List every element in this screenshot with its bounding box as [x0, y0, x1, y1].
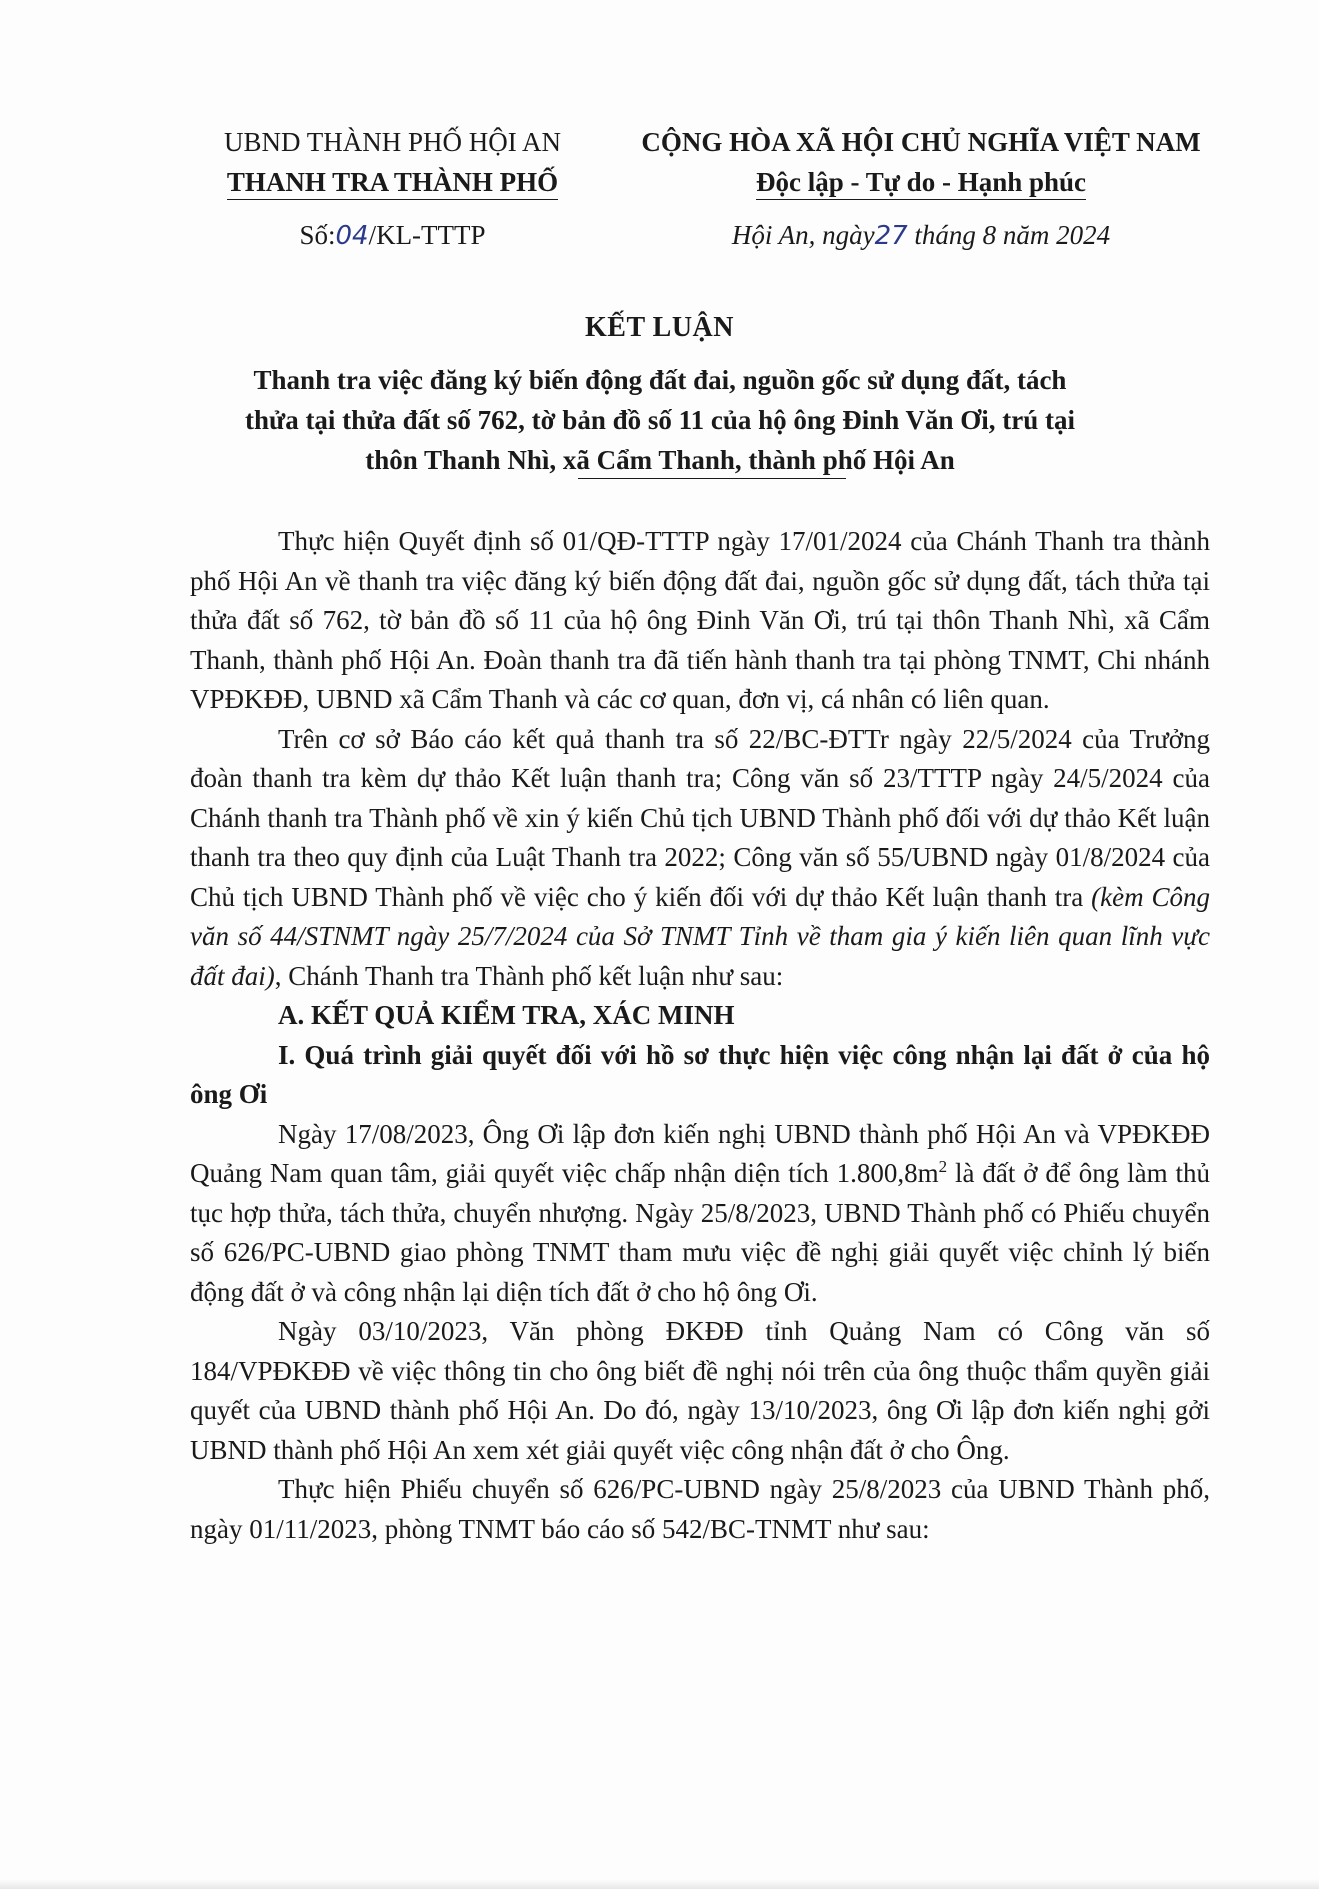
square-meter-superscript: 2 — [938, 1157, 948, 1176]
subtitle-line-3: thôn Thanh Nhì, xã Cẩm Thanh, thành phố Hội An — [365, 445, 955, 475]
scan-edge-shadow — [0, 1879, 1319, 1889]
issuing-authority: UBND THÀNH PHỐ HỘI AN — [223, 127, 561, 157]
doc-no-suffix: /KL-TTTP — [368, 220, 486, 250]
doc-no-prefix: Số: — [299, 220, 336, 250]
subtitle-line-1: Thanh tra việc đăng ký biến động đất đai, nguồn gốc sử dụng đất, tách — [253, 365, 1067, 395]
motto — [606, 162, 1236, 202]
section-a-heading: A. KẾT QUẢ KIỂM TRA, XÁC MINH — [278, 1000, 735, 1030]
document-title: KẾT LUẬN — [585, 312, 734, 343]
paragraph-petition — [190, 1115, 1210, 1313]
date-day-handwritten: 27 — [874, 221, 908, 251]
paragraph-office-response: Ngày 03/10/2023, Văn phòng ĐKĐĐ tỉnh Quảng Nam có Công văn số 184/VPĐKĐĐ về việc thông tin cho ông biết đề nghị nói trên của ông thuộc thẩm quyền giải quyết của UBND thành phố Hội An. Do đó, ngày 13/10/2023, ông Ơi lập đơn kiến nghị gởi UBND thành phố Hội An xem xét giải quyết việc công nhận đất ở cho Ông. — [190, 1316, 1210, 1465]
paragraph-basis-text-a: Trên cơ sở Báo cáo kết quả thanh tra số 22/BC-ĐTTr ngày 22/5/2024 của Trưởng đoàn thanh tra kèm dự thảo Kết luận thanh tra; Công văn số 23/TTTP ngày 24/5/2024 của Chánh thanh tra Thành phố về xin ý kiến Chủ tịch UBND Thành phố đối với dự thảo Kết luận thanh tra theo quy định của Luật Thanh tra 2022; Công văn số 55/UBND ngày 01/8/2024 của Chủ tịch UBND Thành phố về việc cho ý kiến đối với dự thảo Kết luận thanh tra — [190, 723, 1210, 912]
issuing-department-text: THANH TRA THÀNH PHỐ — [227, 165, 558, 200]
document-date — [606, 220, 1236, 251]
date-prefix: Hội An, ngày — [731, 220, 875, 250]
paragraph-petition-text-b: là đất ở để ông làm thủ tục hợp thửa, tách thửa, chuyển nhượng. Ngày 25/8/2023, UBND Thành phố có Phiếu chuyển số 626/PC-UBND giao phòng TNMT tham mưu việc đề nghị giải quyết việc chỉnh lý biến động đất ở và công nhận lại diện tích đất ở cho hộ ông Ơi. — [190, 1158, 1210, 1307]
paragraph-decision: Thực hiện Quyết định số 01/QĐ-TTTP ngày 17/01/2024 của Chánh Thanh tra thành phố Hội An về thanh tra việc đăng ký biến động đất đai, nguồn gốc sử dụng đất, tách thửa tại thửa đất số 762, tờ bản đồ số 11 của hộ ông Đinh Văn Ơi, trú tại thôn Thanh Nhì, xã Cẩm Thanh, thành phố Hội An. Đoàn thanh tra đã tiến hành thanh tra tại phòng TNMT, Chi nhánh VPĐKĐĐ, UBND xã Cẩm Thanh và các cơ quan, đơn vị, cá nhân có liên quan. — [190, 526, 1210, 714]
document-number — [195, 220, 590, 251]
date-suffix: tháng 8 năm 2024 — [914, 220, 1111, 250]
document-subtitle — [160, 360, 1160, 480]
issuing-agency-block — [195, 122, 590, 202]
national-motto-block — [606, 122, 1236, 202]
paragraph-basis-italic: (kèm Công văn số 44/STNMT ngày 25/7/2024 của Sở TNMT Tỉnh về tham gia ý kiến liên quan lĩnh vực đất đai) — [190, 881, 1211, 991]
doc-no-handwritten: 04 — [335, 221, 369, 251]
issuing-department — [195, 162, 590, 202]
paragraph-petition-text-a: Ngày 17/08/2023, Ông Ơi lập đơn kiến nghị UBND thành phố Hội An và VPĐKĐĐ Quảng Nam quan tâm, giải quyết việc chấp nhận diện tích 1.800,8m — [190, 1118, 1210, 1188]
country-name: CỘNG HÒA XÃ HỘI CHỦ NGHĨA VIỆT NAM — [641, 127, 1201, 157]
paragraph-report: Thực hiện Phiếu chuyển số 626/PC-UBND ngày 25/8/2023 của UBND Thành phố, ngày 01/11/2023, phòng TNMT báo cáo số 542/BC-TNMT như sau: — [190, 1474, 1210, 1544]
document-body — [190, 522, 1210, 1549]
subtitle-line-2: thửa tại thửa đất số 762, tờ bản đồ số 11 của hộ ông Đinh Văn Ơi, trú tại — [244, 405, 1075, 435]
paragraph-basis — [190, 720, 1210, 997]
paragraph-basis-text-b: , Chánh Thanh tra Thành phố kết luận như sau: — [274, 960, 784, 991]
motto-text: Độc lập - Tự do - Hạnh phúc — [756, 165, 1086, 200]
section-i-heading: I. Quá trình giải quyết đối với hồ sơ thực hiện việc công nhận lại đất ở của hộ ông Ơi — [190, 1039, 1210, 1109]
subtitle-underline — [578, 478, 846, 479]
